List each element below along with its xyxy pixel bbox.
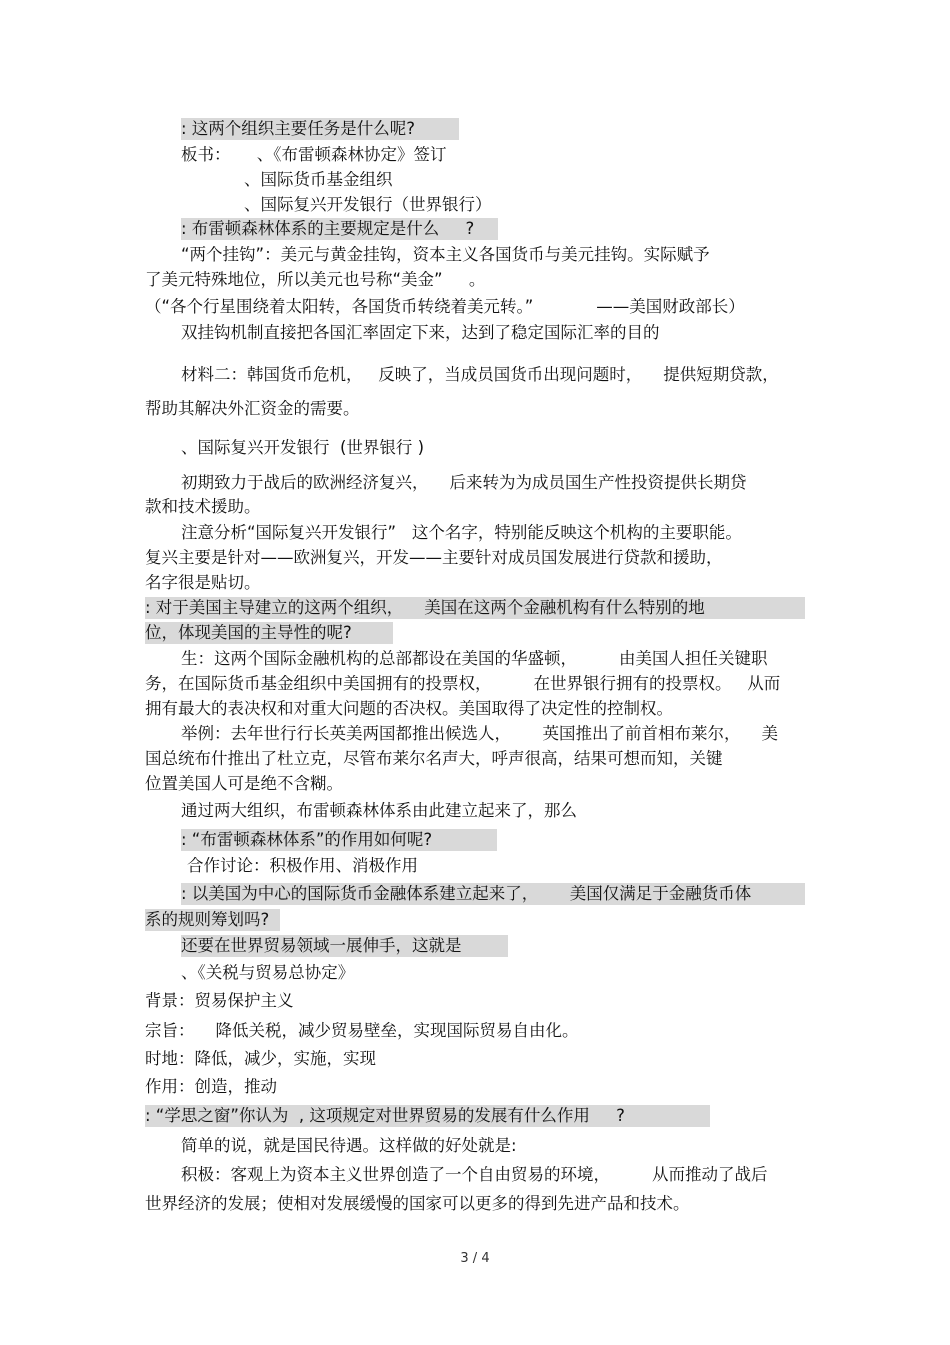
text-line: 通过两大组织，布雷顿森林体系由此建立起来了，那么 xyxy=(181,801,577,820)
question-line: 系的规则筹划吗? xyxy=(145,909,280,931)
text-line: 、国际货币基金组织 xyxy=(244,170,393,189)
section-heading: 、国际复兴开发银行 (世界银行 ) xyxy=(181,438,425,457)
text-line: 注意分析“国际复兴开发银行” 这个名字，特别能反映这个机构的主要职能。 xyxy=(181,523,742,542)
text-line: 初期致力于战后的欧洲经济复兴， 后来转为为成员国生产性投资提供长期贷 xyxy=(181,473,747,492)
text-line: 复兴主要是针对——欧洲复兴，开发——主要针对成员国发展进行贷款和援助， xyxy=(145,548,723,567)
text-line: 了美元特殊地位，所以美元也号称“美金” 。 xyxy=(145,270,486,289)
question-line: : 以美国为中心的国际货币金融体系建立起来了， 美国仅满足于金融货币体 xyxy=(181,883,805,905)
text-line: 拥有最大的表决权和对重大问题的否决权。美国取得了决定性的控制权。 xyxy=(145,699,673,718)
question-line: : “布雷顿森林体系”的作用如何呢? xyxy=(181,829,497,851)
text-line: 举例：去年世行行长英美两国都推出候选人， 英国推出了前首相布莱尔， 美 xyxy=(181,724,778,743)
section-heading: 、《关税与贸易总协定》 xyxy=(181,963,355,982)
text-line: 材料二：韩国货币危机， 反映了，当成员国货币出现问题时， 提供短期贷款， xyxy=(181,365,779,384)
text-line: 位置美国人可是绝不含糊。 xyxy=(145,774,343,793)
text-line: 合作讨论：积极作用、消极作用 xyxy=(187,856,418,875)
question-line: : “学思之窗”你认为 , 这项规定对世界贸易的发展有什么作用 ? xyxy=(145,1105,710,1127)
text-line: 款和技术援助。 xyxy=(145,497,261,516)
text-line: 简单的说，就是国民待遇。这样做的好处就是: xyxy=(181,1136,517,1155)
question-line: : 布雷顿森林体系的主要规定是什么 ? xyxy=(181,218,498,240)
text-line: 世界经济的发展；使相对发展缓慢的国家可以更多的得到先进产品和技术。 xyxy=(145,1194,690,1213)
text-line: 时地：降低，减少，实施，实现 xyxy=(145,1049,376,1068)
text-line: 背景：贸易保护主义 xyxy=(145,991,294,1010)
text-line: （“各个行星围绕着太阳转，各国货币转绕着美元转。” ——美国财政部长） xyxy=(145,297,745,316)
page-number: 3 / 4 xyxy=(460,1251,490,1266)
question-line: : 对于美国主导建立的这两个组织， 美国在这两个金融机构有什么特别的地 xyxy=(145,597,805,619)
text-line: “两个挂钩”：美元与黄金挂钩，资本主义各国货币与美元挂钩。实际赋予 xyxy=(181,245,710,264)
question-line: 还要在世界贸易领域一展伸手，这就是 xyxy=(181,935,508,957)
question-line: 位，体现美国的主导性的呢? xyxy=(145,622,393,644)
text-line: 双挂钩机制直接把各国汇率固定下来，达到了稳定国际汇率的目的 xyxy=(181,323,660,342)
text-line: 名字很是贴切。 xyxy=(145,573,261,592)
question-line: : 这两个组织主要任务是什么呢? xyxy=(181,118,459,140)
text-line: 帮助其解决外汇资金的需要。 xyxy=(145,399,360,418)
text-line: 生：这两个国际金融机构的总部都设在美国的华盛顿， 由美国人担任关键职 xyxy=(181,649,768,668)
text-line: 、国际复兴开发银行（世界银行） xyxy=(244,195,492,214)
text-line: 宗旨： 降低关税，减少贸易壁垒，实现国际贸易自由化。 xyxy=(145,1021,579,1040)
text-line: 积极：客观上为资本主义世界创造了一个自由贸易的环境， 从而推动了战后 xyxy=(181,1165,768,1184)
text-line: 作用：创造，推动 xyxy=(145,1077,277,1096)
text-line: 务，在国际货币基金组织中美国拥有的投票权， 在世界银行拥有的投票权。 从而 xyxy=(145,674,781,693)
text-line: 国总统布什推出了杜立克，尽管布莱尔名声大，呼声很高，结果可想而知，关键 xyxy=(145,749,723,768)
text-line: 板书： 、《布雷顿森林协定》签订 xyxy=(181,145,447,164)
